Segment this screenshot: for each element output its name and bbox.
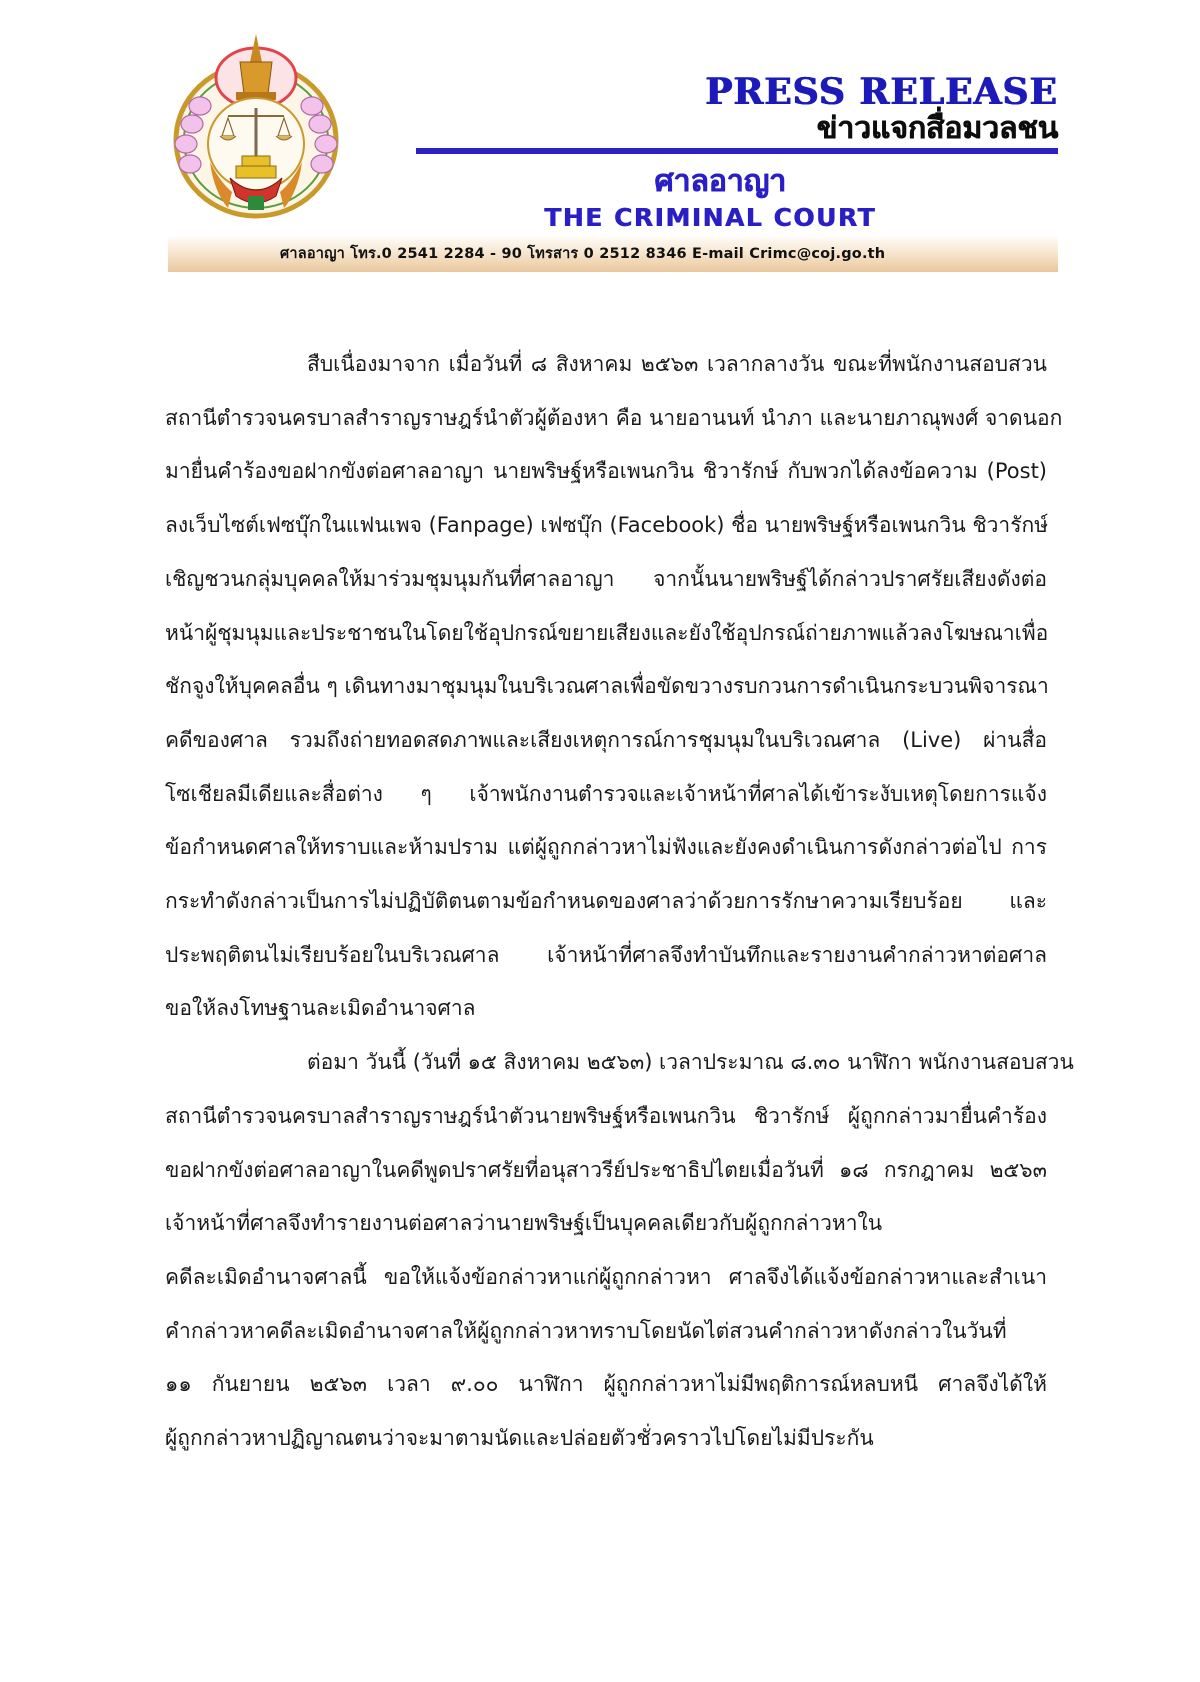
press-release-body — [165, 338, 1074, 1466]
text-line: ๑๑ กันยายน ๒๕๖๓ เวลา ๙.๐๐ นาฬิกา ผู้ถูกกล่าวหาไม่มีพฤติการณ์หลบหนี ศาลจึงได้ให้ — [165, 1372, 1047, 1397]
text-line: สถานีตำรวจนครบาลสำราญราษฎร์นำตัวนายพริษฐ์หรือเพนกวิน ชิวารักษ์ ผู้ถูกกล่าวมายื่นคำร้อง — [165, 1103, 1047, 1128]
text-line: ข้อกำหนดศาลให้ทราบและห้ามปราม แต่ผู้ถูกกล่าวหาไม่ฟังและยังคงดำเนินการดังกล่าวต่อไป การ — [165, 835, 1047, 860]
text-line: โซเชียลมีเดียและสื่อต่าง ๆ เจ้าพนักงานตำรวจและเจ้าหน้าที่ศาลได้เข้าระงับเหตุโดยการแจ้ง — [165, 781, 1047, 806]
text-line: ขอให้ลงโทษฐานละเมิดอำนาจศาล — [165, 996, 476, 1021]
text-line: ต่อมา วันนี้ (วันที่ ๑๕ สิงหาคม ๒๕๖๓) เวลาประมาณ ๘.๓๐ นาฬิกา พนักงานสอบสวน — [307, 1050, 1074, 1075]
text-line: กระทำดังกล่าวเป็นการไม่ปฏิบัติตนตามข้อกำหนดของศาลว่าด้วยการรักษาความเรียบร้อย และ — [165, 889, 1047, 914]
text-line: ลงเว็บไซต์เฟซบุ๊กในแฟนเพจ (Fanpage) เฟซบุ๊ก (Facebook) ชื่อ นายพริษฐ์หรือเพนกวิน ชิวารักษ์ — [165, 513, 1049, 538]
letterhead — [0, 0, 1200, 280]
text-line: คดีของศาล รวมถึงถ่ายทอดสดภาพและเสียงเหตุการณ์การชุมนุมในบริเวณศาล (Live) ผ่านสื่อ — [165, 727, 1047, 752]
text-line: เชิญชวนกลุ่มบุคคลให้มาร่วมชุมนุมกันที่ศาลอาญา จากนั้นนายพริษฐ์ได้กล่าวปราศรัยเสียงดังต่อ — [165, 566, 1047, 591]
text-line: ขอฝากขังต่อศาลอาญาในคดีพูดปราศรัยที่อนุสาวรีย์ประชาธิปไตยเมื่อวันที่ ๑๘ กรกฎาคม ๒๕๖๓ — [165, 1157, 1047, 1182]
text-line: เจ้าหน้าที่ศาลจึงทำรายงานต่อศาลว่านายพริษฐ์เป็นบุคคลเดียวกับผู้ถูกกล่าวหาใน — [165, 1211, 883, 1236]
court-name-thai: ศาลอาญา — [654, 164, 786, 199]
criminal-court-emblem-icon — [170, 32, 342, 220]
court-name-english: THE CRIMINAL COURT — [544, 203, 876, 232]
header-divider — [416, 148, 1058, 154]
text-line: ผู้ถูกกล่าวหาปฏิญาณตนว่าจะมาตามนัดและปล่อยตัวชั่วคราวไปโดยไม่มีประกัน — [165, 1426, 874, 1451]
text-line: คดีละเมิดอำนาจศาลนี้ ขอให้แจ้งข้อกล่าวหาแก่ผู้ถูกกล่าวหา ศาลจึงได้แจ้งข้อกล่าวหาและสำเนา — [165, 1264, 1047, 1289]
text-line: หน้าผู้ชุมนุมและประชาชนในโดยใช้อุปกรณ์ขยายเสียงและยังใช้อุปกรณ์ถ่ายภาพแล้วลงโฆษณาเพื่อ — [165, 620, 1049, 645]
paragraph-1 — [165, 338, 1063, 1036]
text-line: ชักจูงให้บุคคลอื่น ๆ เดินทางมาชุมนุมในบริเวณศาลเพื่อขัดขวางรบกวนการดำเนินกระบวนพิจารณา — [165, 674, 1049, 699]
contact-band — [168, 236, 1058, 272]
text-line: มายื่นคำร้องขอฝากขังต่อศาลอาญา นายพริษฐ์หรือเพนกวิน ชิวารักษ์ กับพวกได้ลงข้อความ (Post) — [165, 459, 1047, 484]
text-line: สืบเนื่องมาจาก เมื่อวันที่ ๘ สิงหาคม ๒๕๖๓ เวลากลางวัน ขณะที่พนักงานสอบสวน — [307, 352, 1047, 376]
contact-info: ศาลอาญา โทร.0 2541 2284 - 90 โทรสาร 0 2512 8346 E-mail Crimc@coj.go.th — [280, 246, 886, 262]
text-line: ประพฤติตนไม่เรียบร้อยในบริเวณศาล เจ้าหน้าที่ศาลจึงทำบันทึกและรายงานคำกล่าวหาต่อศาล — [165, 942, 1047, 967]
paragraph-2 — [165, 1036, 1074, 1466]
press-release-thai-title: ข่าวแจกสื่อมวลชน — [816, 111, 1058, 146]
text-line: สถานีตำรวจนครบาลสำราญราษฎร์นำตัวผู้ต้องหา คือ นายอานนท์ นำภา และนายภาณุพงศ์ จาดนอก — [165, 405, 1063, 430]
text-line: คำกล่าวหาคดีละเมิดอำนาจศาลให้ผู้ถูกกล่าวหาทราบโดยนัดไต่สวนคำกล่าวหาดังกล่าวในวันที่ — [165, 1318, 1007, 1343]
press-release-title: PRESS RELEASE — [705, 71, 1058, 113]
